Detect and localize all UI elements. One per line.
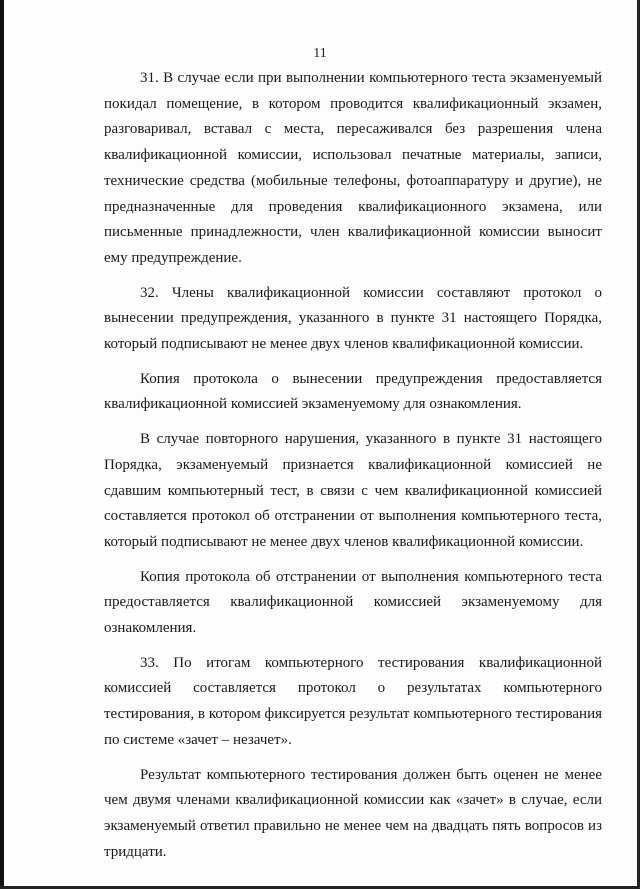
paragraph-removal-copy: Копия протокола об отстранении от выполнения компьютерного теста предоставляется квалификационной комиссией экзаменуемому для ознакомления. — [104, 568, 602, 637]
page-number: 11 — [313, 46, 327, 61]
document-body — [104, 66, 602, 874]
paragraph-test-result: Результат компьютерного тестирования должен быть оценен не менее чем двумя членами квалификационной комиссии как «зачет» в случае, если экзаменуемый ответил правильно не менее чем на двадцать пять вопросов из тридцати. — [104, 766, 602, 860]
paragraph-item-33: 33. По итогам компьютерного тестирования квалификационной комиссией составляется протокол о результатах компьютерного тестирования, в котором фиксируется результат компьютерного тестирования по системе «зачет – незачет». — [104, 654, 602, 748]
paragraph-repeat-violation: В случае повторного нарушения, указанного в пункте 31 настоящего Порядка, экзаменуемый признается квалификационной комиссией не сдавшим компьютерный тест, в связи с чем квалификационной комиссией составляется протокол об отстранении от выполнения компьютерного теста, который подписывают не менее двух членов квалификационной комиссии. — [104, 431, 602, 550]
paragraph-item-31: 31. В случае если при выполнении компьютерного теста экзаменуемый покидал помещение, в котором проводится квалификационный экзамен, разговаривал, вставал с места, пересаживался без разрешения члена квалификационной комиссии, использовал печатные материалы, записи, технические средства (мобильные телефоны, фотоаппаратуру и другие), не предназначенные для проведения квалификационного экзамена, или письменные принадлежности, член квалификационной комиссии выносит ему предупреждение. — [104, 70, 602, 266]
scan-edge-left — [0, 0, 4, 889]
paragraph-item-32: 32. Члены квалификационной комиссии составляют протокол о вынесении предупреждения, указанного в пункте 31 настоящего Порядка, который подписывают не менее двух членов квалификационной комиссии. — [104, 284, 602, 353]
paragraph-warning-copy: Копия протокола о вынесении предупреждения предоставляется квалификационной комиссией экзаменуемому для ознакомления. — [104, 370, 602, 413]
